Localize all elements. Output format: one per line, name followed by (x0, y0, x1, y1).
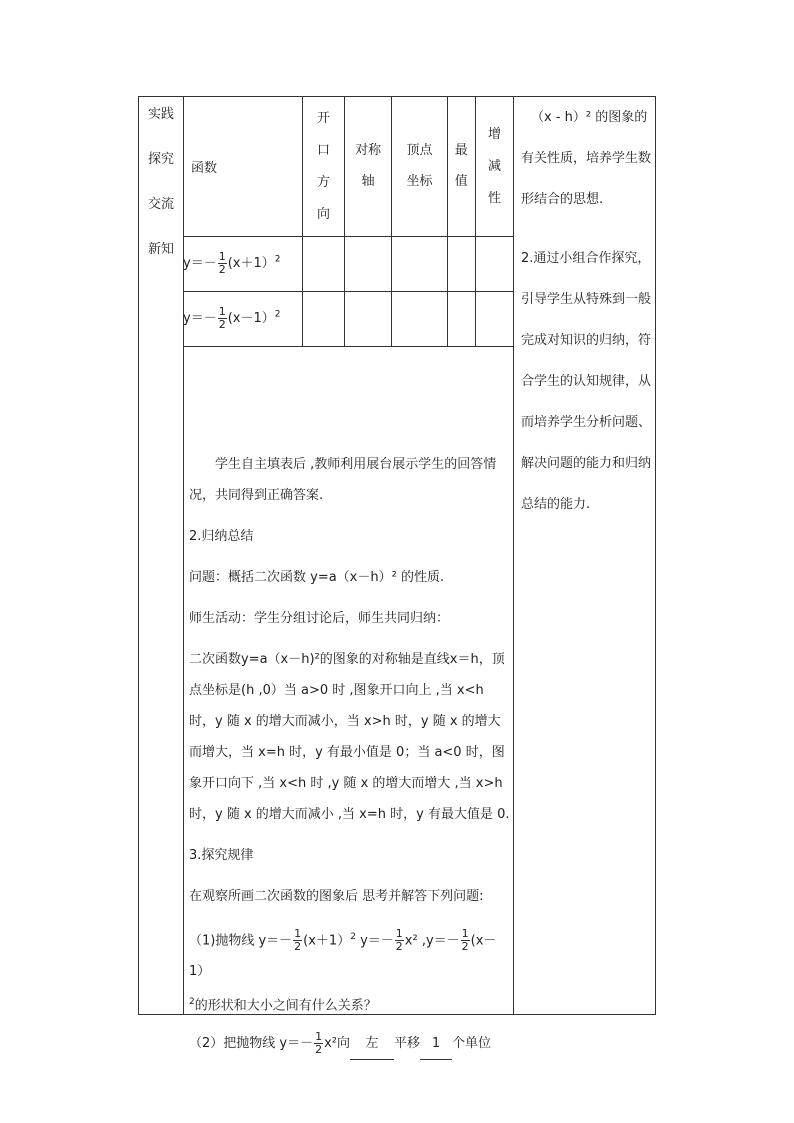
lesson-content (189, 449, 511, 1070)
lesson-table (138, 96, 656, 1056)
function-row-1: y＝－ $\frac{1}{2}$ (x＋1）$^2$ (183, 236, 303, 291)
header-function: 函数 (183, 97, 303, 236)
activity-text: 师生活动：学生分组讨论后，师生共同归纳： (189, 611, 450, 626)
header-monotonic: 增 减 性 (476, 97, 514, 236)
header-vertex: 顶点 坐标 (392, 97, 447, 236)
answer-blank[interactable]: 1 (420, 1028, 452, 1060)
question-2: （2）把抛物线 y＝－ $\frac{1}{2}$ x²向 左 平移 1 个单位 (189, 1028, 511, 1060)
stage-label: 新知 (147, 242, 174, 257)
section-heading: 3.探究规律 (189, 848, 254, 863)
question-1: （1)抛物线 y＝－ $\frac{1}{2}$ (x＋1）$^2$ y＝－ $\frac{1}{2}$ x² ,y＝－ $\frac{1}{2}$ (x－1） $^2$的形状和大小之间有什么关系？ (189, 927, 497, 1014)
function-properties-table (183, 97, 513, 347)
function-table-area (183, 97, 513, 347)
header-axis: 对称 轴 (344, 97, 392, 236)
cell-empty[interactable] (392, 236, 447, 291)
design-note-2: 2.通过小组合作探究，引导学生从特殊到一般完成对知识的归纳，符合学生的认知规律，从而培养学生分析问题、解决问题的能力和归纳总结的能力. (521, 251, 652, 512)
stage-label: 探究 (147, 152, 174, 167)
answer-blank[interactable]: 左 (350, 1028, 394, 1060)
intro-paragraph: 学生自主填表后 ,教师利用展台展示学生的回答情况，共同得到正确答案. (189, 457, 497, 503)
cell-empty[interactable] (303, 236, 345, 291)
column-divider (513, 97, 514, 1014)
question-text: 问题：概括二次函数 y=a（x－h）² 的性质. (189, 570, 445, 585)
conclusion-paragraph: 二次函数y=a（x－h)²的图象的对称轴是直线x＝h，顶点坐标是(h ,0）当 a>0 时 ,图象开口向上 ,当 x<h 时，y 随 x 的增大而减小，当 x>h 时，y 随 x 的增大而增大，当 x=h 时，y 有最小值是 0；当 a<0 时，图象开口向下 ,当 x<h 时 ,y 随 x 的增大而增大 ,当 x>h 时，y 随 x 的增大而减小 ,当 x=h 时，y 有最大值是 0. (189, 652, 510, 822)
cell-empty[interactable] (476, 236, 514, 291)
cell-empty[interactable] (447, 291, 475, 346)
cell-empty[interactable] (476, 291, 514, 346)
stage-label: 实践 (147, 107, 174, 122)
section-heading: 2.归纳总结 (189, 529, 254, 544)
instruction-text: 在观察所画二次函数的图象后 思考并解答下列问题: (189, 889, 484, 904)
stage-label-column (139, 97, 183, 280)
cell-empty[interactable] (392, 291, 447, 346)
cell-empty[interactable] (447, 236, 475, 291)
design-note-1: （x - h）² 的图象的有关性质，培养学生数形结合的思想. (521, 110, 652, 207)
header-extreme: 最 值 (447, 97, 475, 236)
stage-label: 交流 (147, 197, 174, 212)
cell-empty[interactable] (303, 291, 345, 346)
design-intent-column (517, 97, 655, 525)
function-row-2: y＝－ $\frac{1}{2}$ (x－1）$^2$ (183, 291, 303, 346)
cell-empty[interactable] (344, 236, 392, 291)
cell-empty[interactable] (344, 291, 392, 346)
header-opening: 开 口 方 向 (303, 97, 345, 236)
